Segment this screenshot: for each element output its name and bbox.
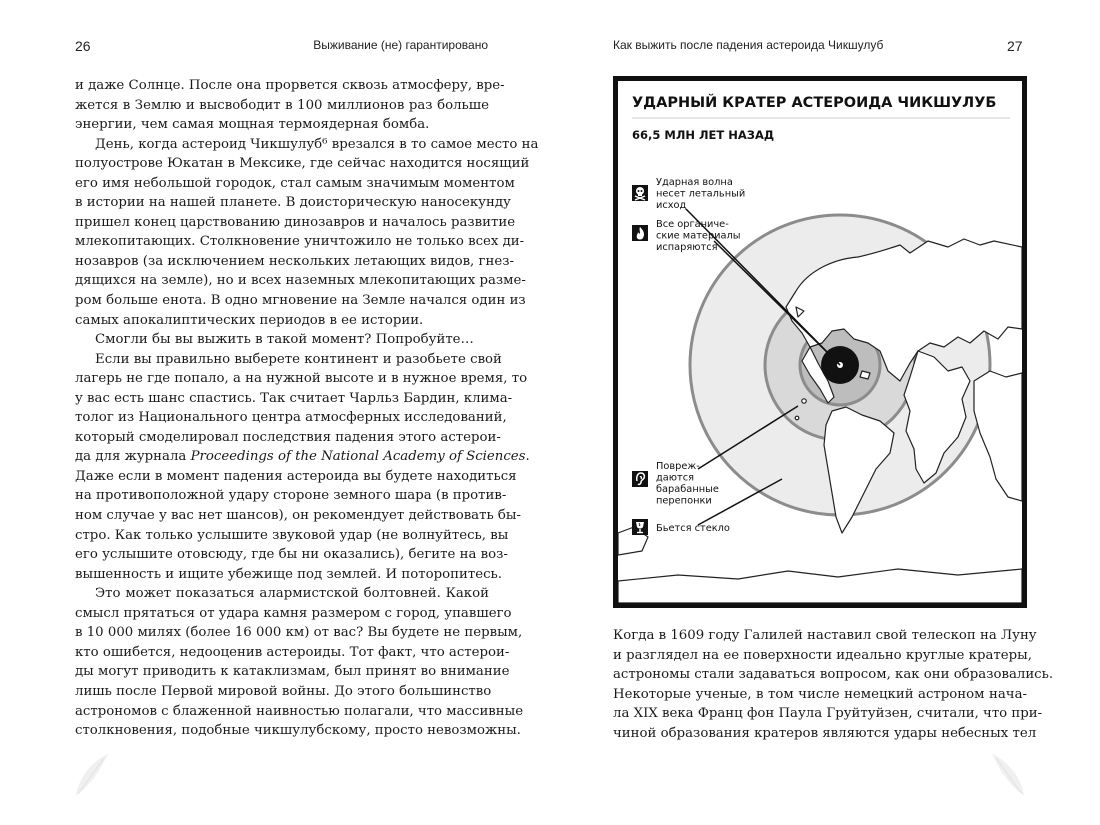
legend-glass-text: Бьется стекло [656,523,730,534]
text-line: ды могут приводить к катаклизмам, был принят во внимание [75,664,510,680]
ear-icon [632,471,648,487]
page-number-right: 27 [1007,38,1023,54]
text-line: да для журнала Proceedings of the National Academy of Sciences. [75,449,530,465]
page-number-left: 26 [75,38,91,54]
crater-diagram [618,81,1022,603]
legend-vaporize-text: Все органиче- ские материалы испаряются [656,219,741,253]
text-line: пришел конец царствованию динозавров и началось развитие [75,214,516,230]
text-line: на противоположной удару стороне земного шара (в против- [75,488,507,504]
left-body-text [75,76,539,741]
figure-title: УДАРНЫЙ КРАТЕР АСТЕРОИДА ЧИКШУЛУБ [632,95,997,111]
text-line: его имя небольшой городок, стал самым значимым моментом [75,175,515,191]
text-line: его услышите отовсюду, где бы ни оказались), бегите на воз- [75,547,508,563]
crater-infographic [613,76,1027,608]
text-line: кто ошибется, недооценив астероиды. Тот факт, что астерои- [75,644,510,660]
text-line: ла XIX века Франц фон Паула Груйтуйзен, считали, что при- [613,706,1043,722]
running-head-right: Как выжить после падения астероида Чикшулуб [613,38,884,52]
feather-ornament-icon [70,752,110,798]
text-line: млекопитающих. Столкновение уничтожило не только всех ди- [75,234,525,250]
text-line: у вас есть шанс спастись. Так считает Чарльз Бардин, клима- [75,390,513,406]
text-line: астрономов с блаженной наивностью полагали, что массивные [75,703,524,719]
text-line: ром больше енота. В одно мгновение на Земле начался один из [75,293,526,309]
text-line: стро. Как только услышите звуковой удар (не волнуйтесь, вы [75,527,509,543]
text-line: в 10 000 милях (более 16 000 км) от вас? Вы будете не первым, [75,625,523,641]
legend-shockwave-text: Ударная волна несет летальный исход [656,177,746,211]
text-line: смысл прятаться от удара камня размером с город, упавшего [75,605,512,621]
text-line: чиной образования кратеров являются удары небесных тел [613,725,1037,741]
text-line: Некоторые ученые, в том числе немецкий астроном нача- [613,686,1027,702]
text-line: День, когда астероид Чикшулуб⁶ врезался в то самое место на [95,136,539,152]
text-line: Если вы правильно выберете континент и разобьете свой [95,351,502,367]
text-line: столкновения, подобные чикшулубскому, просто невозможны. [75,723,521,739]
text-line: энергии, чем самая мощная термоядерная бомба. [75,117,430,133]
text-line: дящихся на земле), но и всех наземных млекопитающих разме- [75,273,526,289]
right-body-text [613,626,1054,743]
flame-icon [632,225,648,241]
text-line: и разглядел на ее поверхности идеально круглые кратеры, [613,647,1032,663]
text-line: Смогли бы вы выжить в такой момент? Попробуйте… [95,332,474,348]
text-line: который смоделировал последствия падения этого астерои- [75,429,501,445]
text-line: самых апокалиптических периодов в ее истории. [75,312,424,328]
text-line: в истории на нашей планете. В доисторическую наносекунду [75,195,511,211]
text-line: нозавров (за исключением нескольких летающих видов, гнез- [75,253,514,269]
text-line: лишь после Первой мировой войны. До этого большинство [75,683,492,699]
text-line: Когда в 1609 году Галилей наставил свой телескоп на Луну [613,628,1037,643]
feather-ornament-icon [990,752,1030,798]
text-line: толог из Национального центра атмосферных исследований, [75,410,507,426]
text-line: ном случае у вас нет шансов), он рекомендует действовать бы- [75,508,522,524]
text-line: и даже Солнце. После она прорвется сквозь атмосферу, вре- [75,78,505,93]
text-line: Даже если в момент падения астероида вы будете находиться [75,468,517,484]
text-line: лагерь не где попало, а на нужной высоте и в нужное время, то [75,371,528,387]
legend-eardrum-text: Повреж- даются барабанные перепонки [656,461,719,507]
text-line: Это может показаться алармистской болтовней. Какой [95,586,489,602]
figure-subtitle: 66,5 МЛН ЛЕТ НАЗАД [632,128,775,142]
journal-title: Proceedings of the National Academy of Sciences [190,449,526,465]
text-line: вышенность и ищите убежище под землей. И поторопитесь. [75,566,502,582]
skull-icon [632,185,648,201]
text-line: полуострове Юкатан в Мексике, где сейчас находится носящий [75,156,530,172]
running-head-left: Выживание (не) гарантировано [313,38,488,52]
text-line: астрономы стали задаваться вопросом, как они образовались. [613,667,1054,683]
broken-glass-icon [632,519,648,535]
right-page [550,0,1100,825]
text-line: жется в Землю и высвободит в 100 миллионов раз больше [75,97,489,113]
